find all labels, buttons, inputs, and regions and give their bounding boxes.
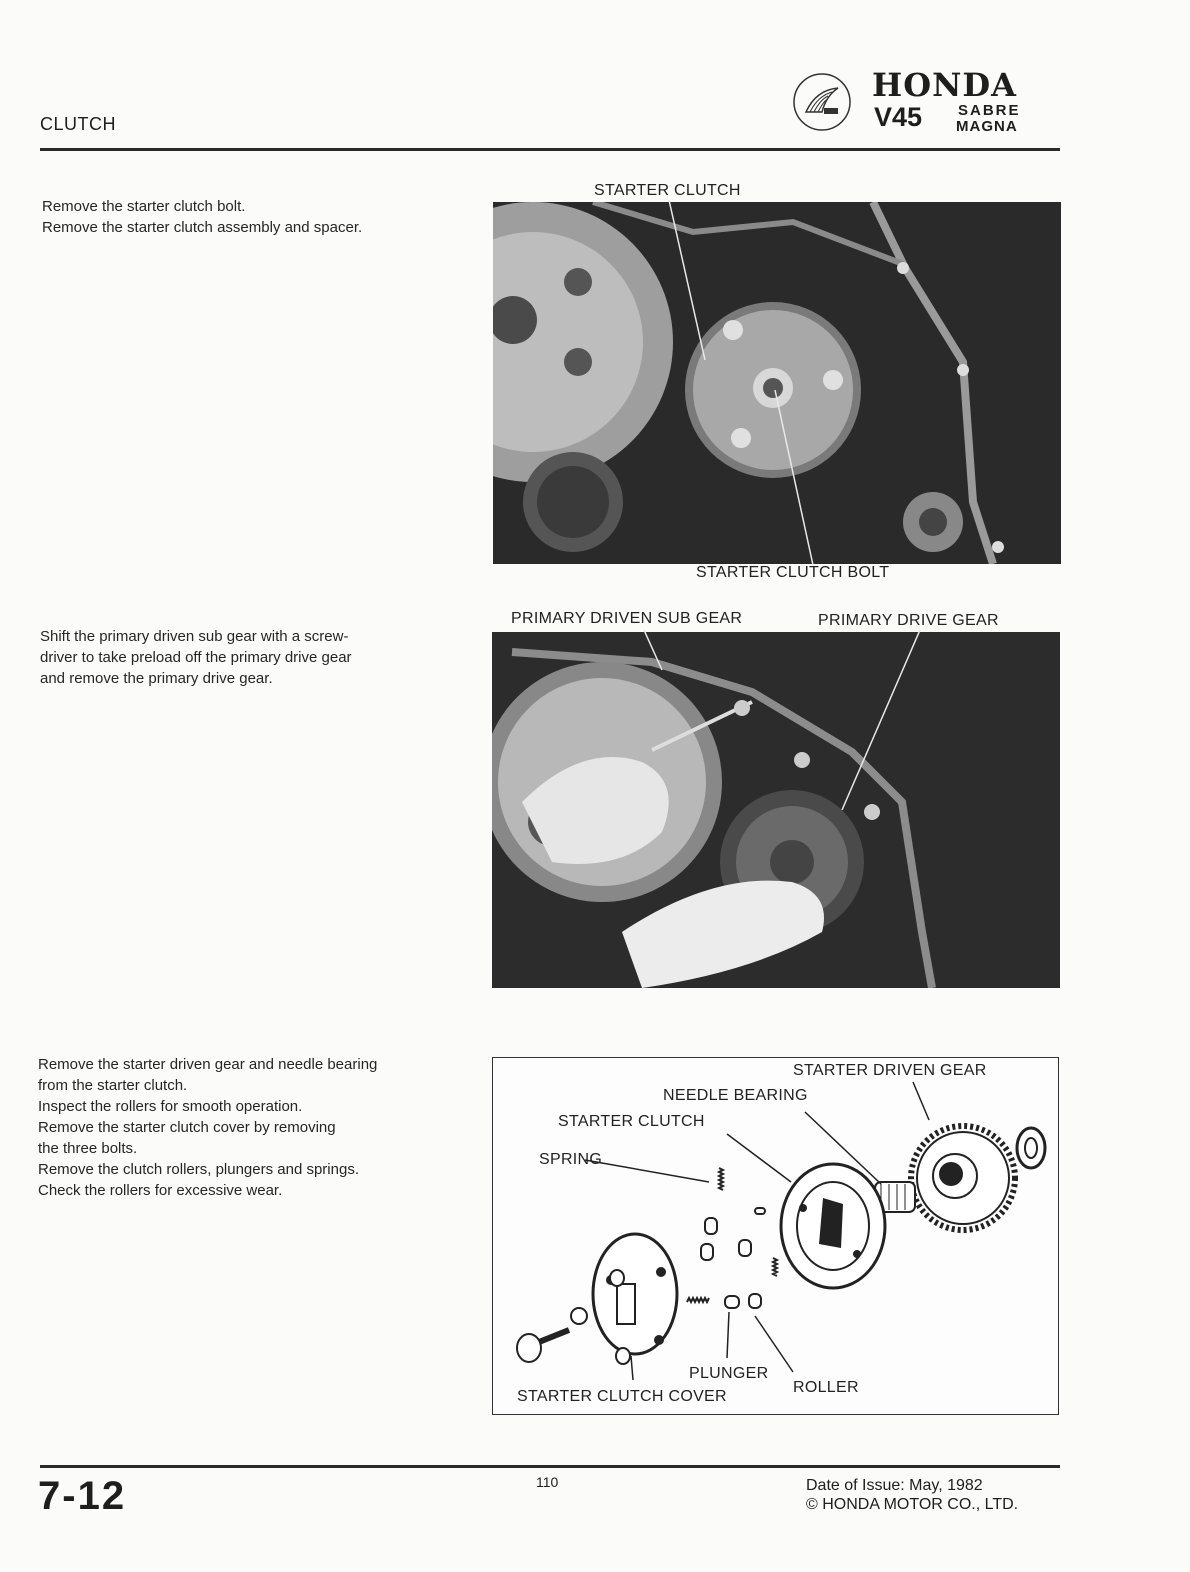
label-needle-bearing: NEEDLE BEARING (663, 1087, 808, 1104)
starter-clutch-cover-icon (593, 1234, 677, 1354)
step-3-line-6: Remove the clutch rollers, plungers and springs. (38, 1161, 359, 1178)
brand-variant-sabre: SABRE (958, 102, 1021, 119)
label-plunger: PLUNGER (689, 1365, 769, 1382)
honda-wing-icon (792, 72, 852, 132)
step-3-line-1: Remove the starter driven gear and needle bearing (38, 1056, 378, 1073)
label-starter-clutch-bolt: STARTER CLUTCH BOLT (696, 564, 890, 581)
header-rule (40, 148, 1060, 151)
copyright: © HONDA MOTOR CO., LTD. (806, 1496, 1019, 1513)
step-3-line-5: the three bolts. (38, 1140, 138, 1157)
step-2-line-3: and remove the primary drive gear. (40, 670, 273, 687)
page-number: 110 (536, 1474, 559, 1490)
page-code: 7-12 (38, 1474, 127, 1518)
brand-model: V45 (874, 102, 923, 132)
starter-driven-gear-icon (911, 1126, 1015, 1230)
starter-clutch-body-icon (781, 1164, 885, 1288)
label-primary-drive-gear: PRIMARY DRIVE GEAR (818, 612, 999, 629)
label-starter-clutch-diagram: STARTER CLUTCH (558, 1113, 705, 1130)
step-1-line-2: Remove the starter clutch assembly and spacer. (42, 219, 363, 236)
brand-logo (790, 66, 1060, 138)
step-1-text (42, 196, 462, 238)
issue-date: Date of Issue: May, 1982 (806, 1477, 983, 1494)
exploded-diagram (492, 1057, 1059, 1415)
label-spring: SPRING (539, 1151, 603, 1168)
step-3-line-7: Check the rollers for excessive wear. (38, 1182, 283, 1199)
brand-make: HONDA (872, 66, 1017, 104)
footer-rule (40, 1465, 1060, 1468)
step-3-line-3: Inspect the rollers for smooth operation. (38, 1098, 303, 1115)
step-3-text (38, 1054, 458, 1201)
label-starter-clutch-cover: STARTER CLUTCH COVER (517, 1388, 727, 1405)
step-3-line-2: from the starter clutch. (38, 1077, 188, 1094)
step-2-text (40, 626, 460, 689)
step-3-line-4: Remove the starter clutch cover by removing (38, 1119, 336, 1136)
label-starter-clutch: STARTER CLUTCH (594, 182, 741, 199)
exploded-diagram-drawing (493, 1058, 1058, 1414)
fig1-leader-lines (493, 190, 1061, 580)
issue-info (806, 1476, 1018, 1514)
spring-icon (687, 1168, 777, 1302)
fig2-leader-lines (492, 620, 1060, 820)
step-1-line-1: Remove the starter clutch bolt. (42, 198, 246, 215)
step-2-line-2: driver to take preload off the primary drive gear (40, 649, 352, 666)
label-starter-driven-gear: STARTER DRIVEN GEAR (793, 1062, 987, 1079)
step-2-line-1: Shift the primary driven sub gear with a screw- (40, 628, 349, 645)
section-title: CLUTCH (40, 114, 117, 134)
brand-variant-magna: MAGNA (956, 118, 1018, 135)
label-primary-driven-sub-gear: PRIMARY DRIVEN SUB GEAR (511, 610, 743, 627)
label-roller: ROLLER (793, 1379, 859, 1396)
